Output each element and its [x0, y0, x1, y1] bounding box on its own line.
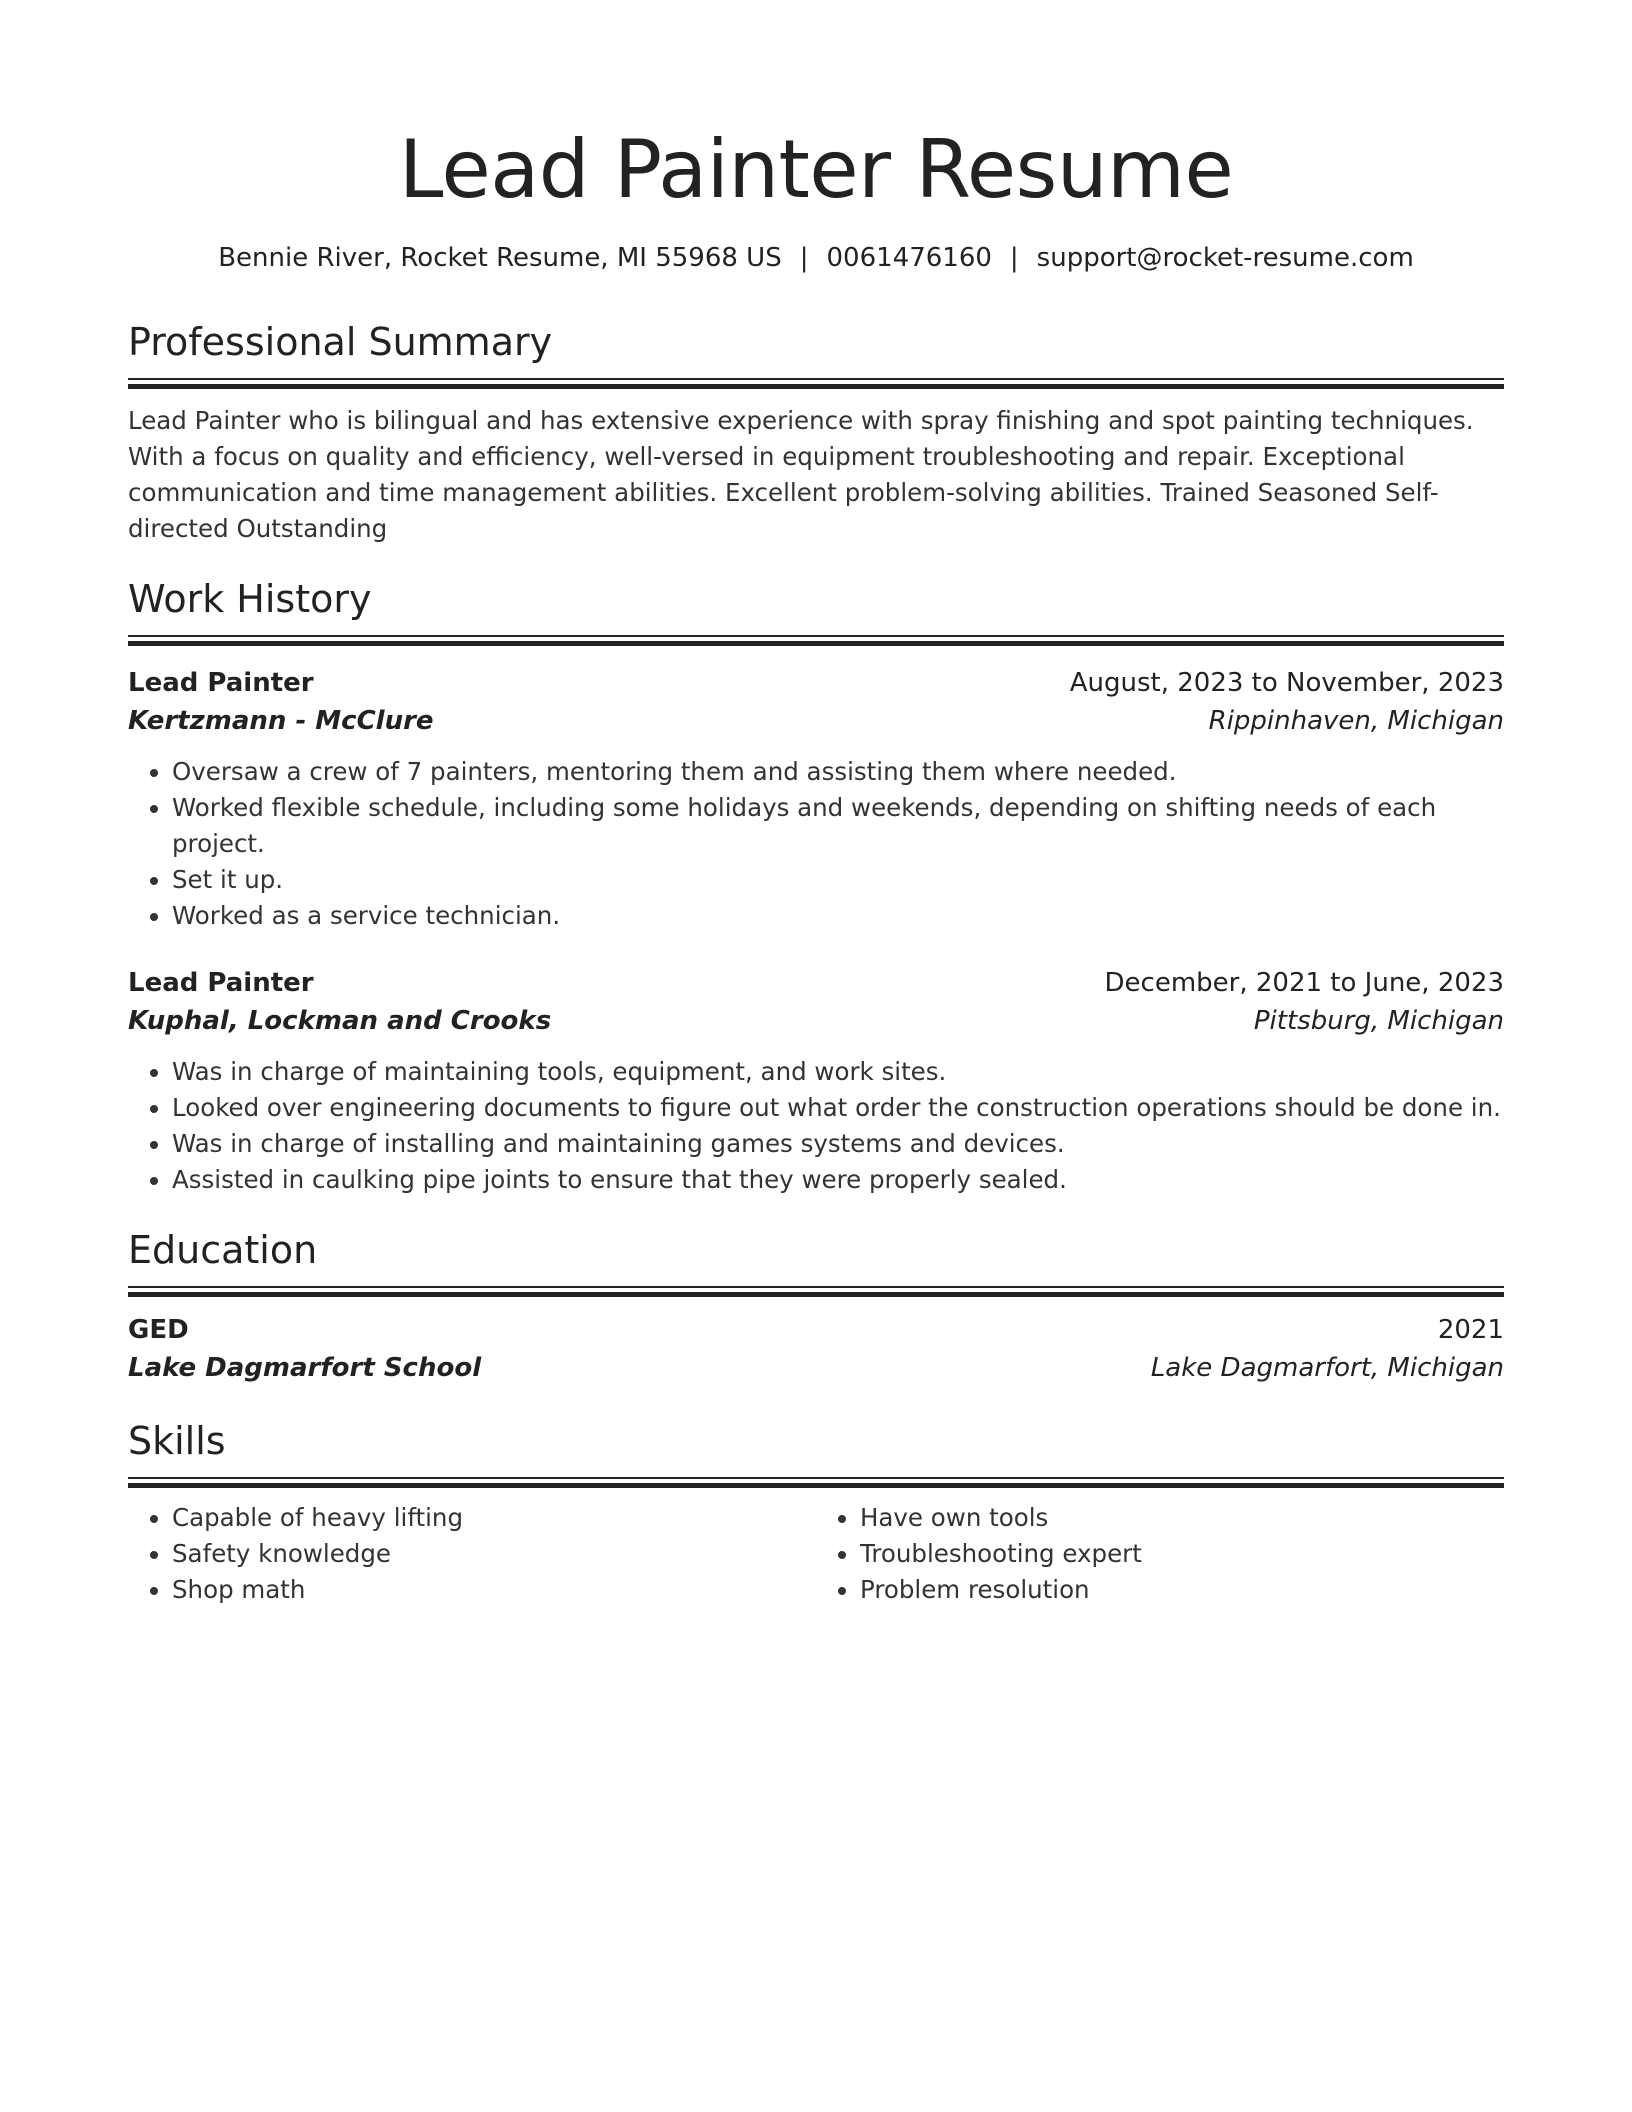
summary-section [128, 318, 1504, 547]
job-bullet: • Worked flexible schedule, including some holidays and weekends, depending on shifting needs of each project. [172, 790, 1504, 862]
skills-section [128, 1417, 1504, 1608]
section-heading-skills: Skills [128, 1419, 226, 1463]
job-bullet: • Set it up. [172, 862, 1504, 898]
contact-separator: | [799, 243, 809, 273]
section-heading-work-history: Work History [128, 577, 372, 621]
skill-item: • Problem resolution [860, 1572, 1504, 1608]
skill-item: • Capable of heavy lifting [172, 1500, 816, 1536]
job-bullet: • Was in charge of installing and maintaining games systems and devices. [172, 1126, 1504, 1162]
job-dates: December, 2021 to June, 2023 [1104, 968, 1504, 998]
section-heading-education: Education [128, 1228, 318, 1272]
job-company: Kertzmann - McClure [128, 706, 434, 736]
summary-text: Lead Painter who is bilingual and has extensive experience with spray finishing and spot painting techniques. With a focus on quality and efficiency, well-versed in equipment troubleshooting and repair. Exceptional communication and time management abilities. Excellent problem-solving abilities. Trained Seasoned Self-directed Outstanding [128, 406, 1474, 543]
skill-item: • Troubleshooting expert [860, 1536, 1504, 1572]
skills-list-left [128, 1500, 816, 1608]
contact-phone: 0061476160 [826, 243, 992, 273]
contact-separator: | [1009, 243, 1019, 273]
section-divider [128, 635, 1504, 646]
job-title: Lead Painter [128, 968, 314, 998]
skills-columns [128, 1488, 1504, 1608]
contact-line [128, 240, 1504, 276]
skill-item: • Shop math [172, 1572, 816, 1608]
job-entry [128, 964, 1504, 1198]
job-bullet: • Assisted in caulking pipe joints to ensure that they were properly sealed. [172, 1162, 1504, 1198]
skills-list-right [816, 1500, 1504, 1608]
education-location: Lake Dagmarfort, Michigan [1150, 1353, 1504, 1383]
resume-page [128, 120, 1504, 1608]
job-entry [128, 664, 1504, 934]
job-bullet: • Was in charge of maintaining tools, equipment, and work sites. [172, 1054, 1504, 1090]
job-bullet: • Oversaw a crew of 7 painters, mentoring them and assisting them where needed. [172, 754, 1504, 790]
section-divider [128, 1286, 1504, 1297]
job-bullet: • Looked over engineering documents to figure out what order the construction operations should be done in. [172, 1090, 1504, 1126]
skill-item: • Have own tools [860, 1500, 1504, 1536]
section-divider [128, 378, 1504, 389]
job-dates: August, 2023 to November, 2023 [1069, 668, 1504, 698]
section-heading-summary: Professional Summary [128, 320, 553, 364]
resume-title: Lead Painter Resume [398, 123, 1234, 216]
work-history-section [128, 575, 1504, 1198]
education-degree: GED [128, 1315, 189, 1345]
skill-item: • Safety knowledge [172, 1536, 816, 1572]
education-year: 2021 [1437, 1315, 1504, 1345]
job-bullets [128, 754, 1504, 934]
job-title: Lead Painter [128, 668, 314, 698]
education-school: Lake Dagmarfort School [128, 1353, 482, 1383]
job-bullet: • Worked as a service technician. [172, 898, 1504, 934]
contact-address: Bennie River, Rocket Resume, MI 55968 US [218, 243, 782, 273]
job-location: Pittsburg, Michigan [1253, 1006, 1504, 1036]
education-entry [128, 1311, 1504, 1387]
job-location: Rippinhaven, Michigan [1208, 706, 1504, 736]
contact-email: support@rocket-resume.com [1036, 243, 1414, 273]
section-divider [128, 1477, 1504, 1488]
job-bullets [128, 1054, 1504, 1198]
education-section [128, 1226, 1504, 1387]
job-company: Kuphal, Lockman and Crooks [128, 1006, 552, 1036]
